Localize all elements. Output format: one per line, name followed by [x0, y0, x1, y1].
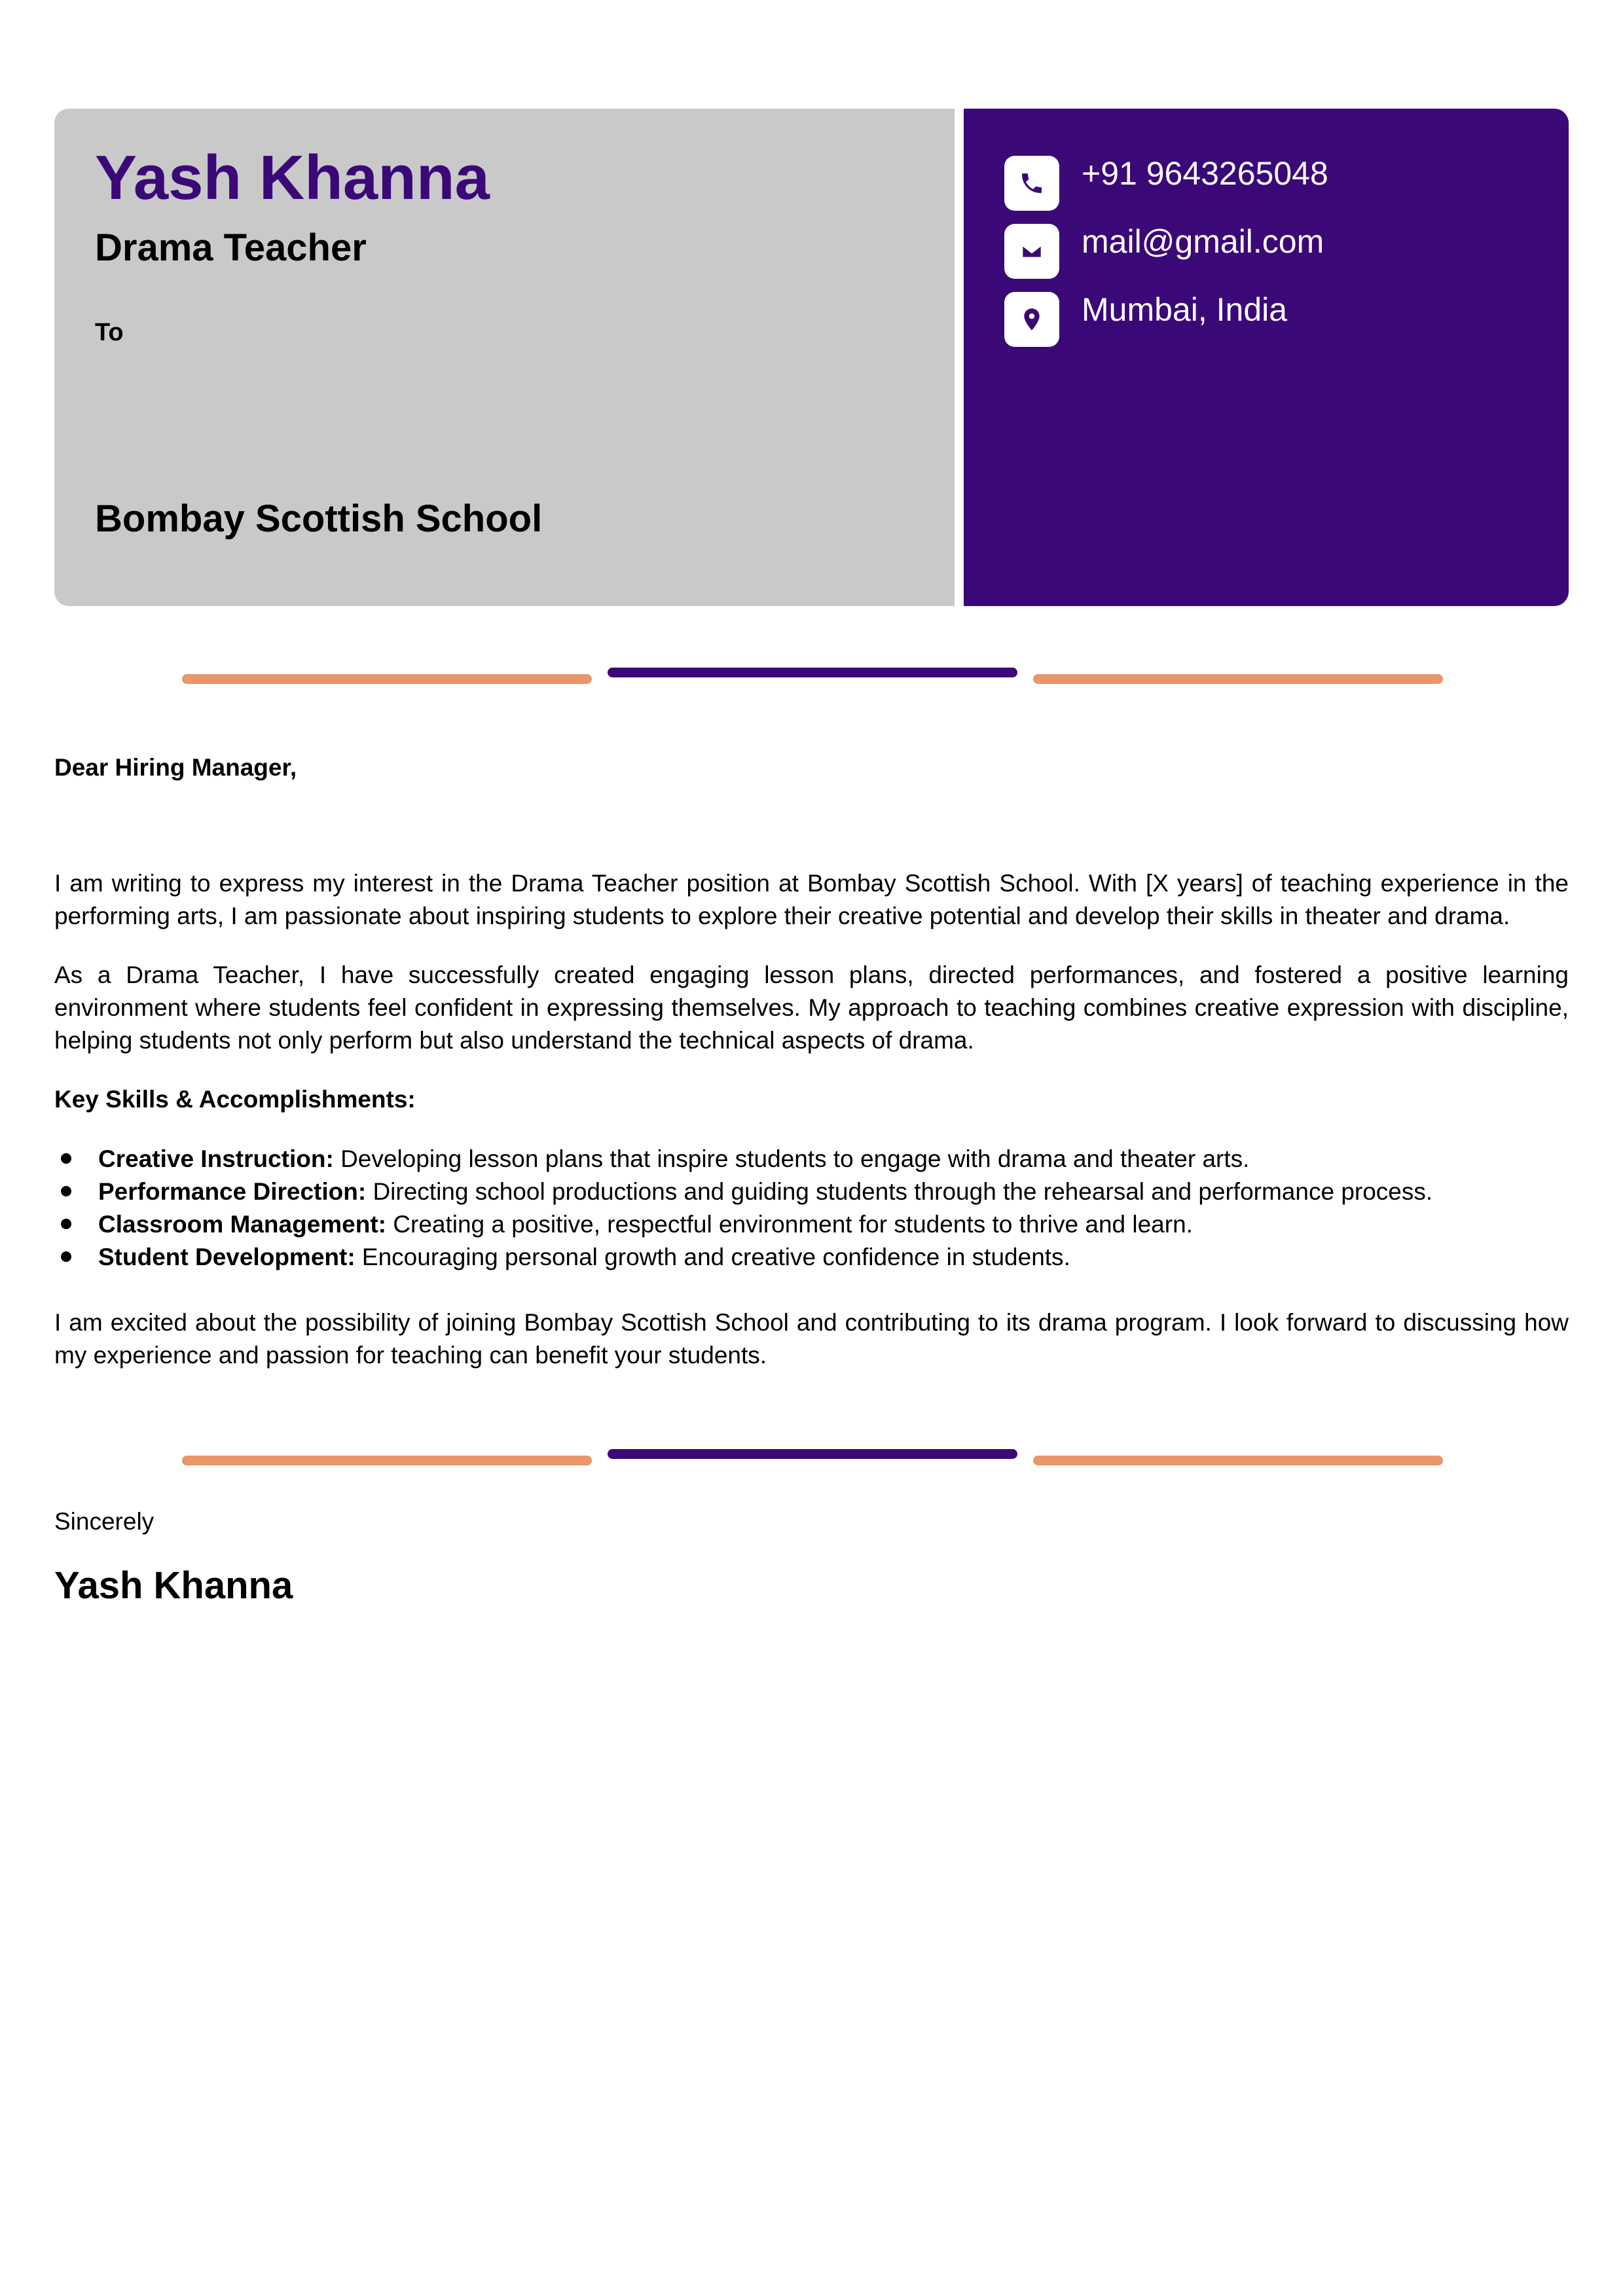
- salutation: Dear Hiring Manager,: [54, 754, 297, 781]
- skill-description: Developing lesson plans that inspire students to engage with drama and theater arts.: [333, 1145, 1250, 1172]
- skill-name: Creative Instruction:: [98, 1145, 334, 1172]
- letter-body: [54, 867, 1569, 1372]
- header-left-panel: [54, 109, 955, 606]
- signoff: Sincerely: [54, 1508, 155, 1535]
- contact-panel: [964, 109, 1569, 606]
- body-paragraph: As a Drama Teacher, I have successfully created engaging lesson plans, directed performances, and fostered a positive learning environment where students feel confident in expressing themselves. My approach to teaching combines creative expression with discipline, helping students not only perform but also understand the technical aspects of drama.: [54, 961, 1569, 1054]
- contact-location: Mumbai, India: [1082, 291, 1288, 328]
- job-title: Drama Teacher: [95, 226, 367, 269]
- divider-segment-left: [182, 674, 592, 684]
- bullet-icon: [61, 1186, 71, 1196]
- skill-description: Encouraging personal growth and creative confidence in students.: [355, 1244, 1070, 1270]
- skills-list: [54, 1143, 1569, 1274]
- recipient-company: Bombay Scottish School: [95, 497, 543, 540]
- decorative-divider-top: [0, 666, 1623, 686]
- skill-name: Classroom Management:: [98, 1211, 386, 1238]
- list-item: [54, 1208, 1569, 1241]
- divider-segment-right: [1033, 1456, 1443, 1465]
- list-item: [54, 1143, 1569, 1175]
- bullet-icon: [61, 1153, 71, 1164]
- applicant-name: Yash Khanna: [95, 143, 490, 213]
- mail-icon: [1004, 224, 1059, 279]
- divider-segment-right: [1033, 674, 1443, 684]
- skill-name: Student Development:: [98, 1244, 356, 1270]
- location-pin-icon: [1004, 292, 1059, 347]
- bullet-icon: [61, 1219, 71, 1229]
- divider-segment-left: [182, 1456, 592, 1465]
- closing-paragraph: I am excited about the possibility of joining Bombay Scottish School and contributing to its drama program. I look forward to discussing how my experience and passion for teaching can benefit your students.: [54, 1309, 1569, 1369]
- contact-email-row: [1004, 224, 1324, 279]
- contact-email: mail@gmail.com: [1082, 223, 1324, 260]
- phone-icon: [1004, 156, 1059, 211]
- contact-location-row: [1004, 292, 1287, 347]
- skill-description: Directing school productions and guiding students through the rehearsal and performance process.: [366, 1178, 1433, 1205]
- body-paragraph: I am writing to express my interest in the Drama Teacher position at Bombay Scottish School. With [X years] of teaching experience in the performing arts, I am passionate about inspiring students to explore their creative potential and develop their skills in theater and drama.: [54, 870, 1569, 929]
- bullet-icon: [61, 1251, 71, 1262]
- divider-segment-center: [608, 1449, 1017, 1459]
- skill-name: Performance Direction:: [98, 1178, 367, 1205]
- list-item: [54, 1175, 1569, 1208]
- signature-name: Yash Khanna: [54, 1564, 293, 1607]
- skills-heading: Key Skills & Accomplishments:: [54, 1086, 416, 1113]
- contact-phone: +91 9643265048: [1082, 155, 1328, 192]
- contact-phone-row: [1004, 156, 1328, 211]
- divider-segment-center: [608, 668, 1017, 677]
- list-item: [54, 1241, 1569, 1274]
- skill-description: Creating a positive, respectful environment for students to thrive and learn.: [386, 1211, 1193, 1238]
- header: [54, 109, 1569, 606]
- to-label: To: [95, 319, 124, 346]
- decorative-divider-bottom: [0, 1448, 1623, 1467]
